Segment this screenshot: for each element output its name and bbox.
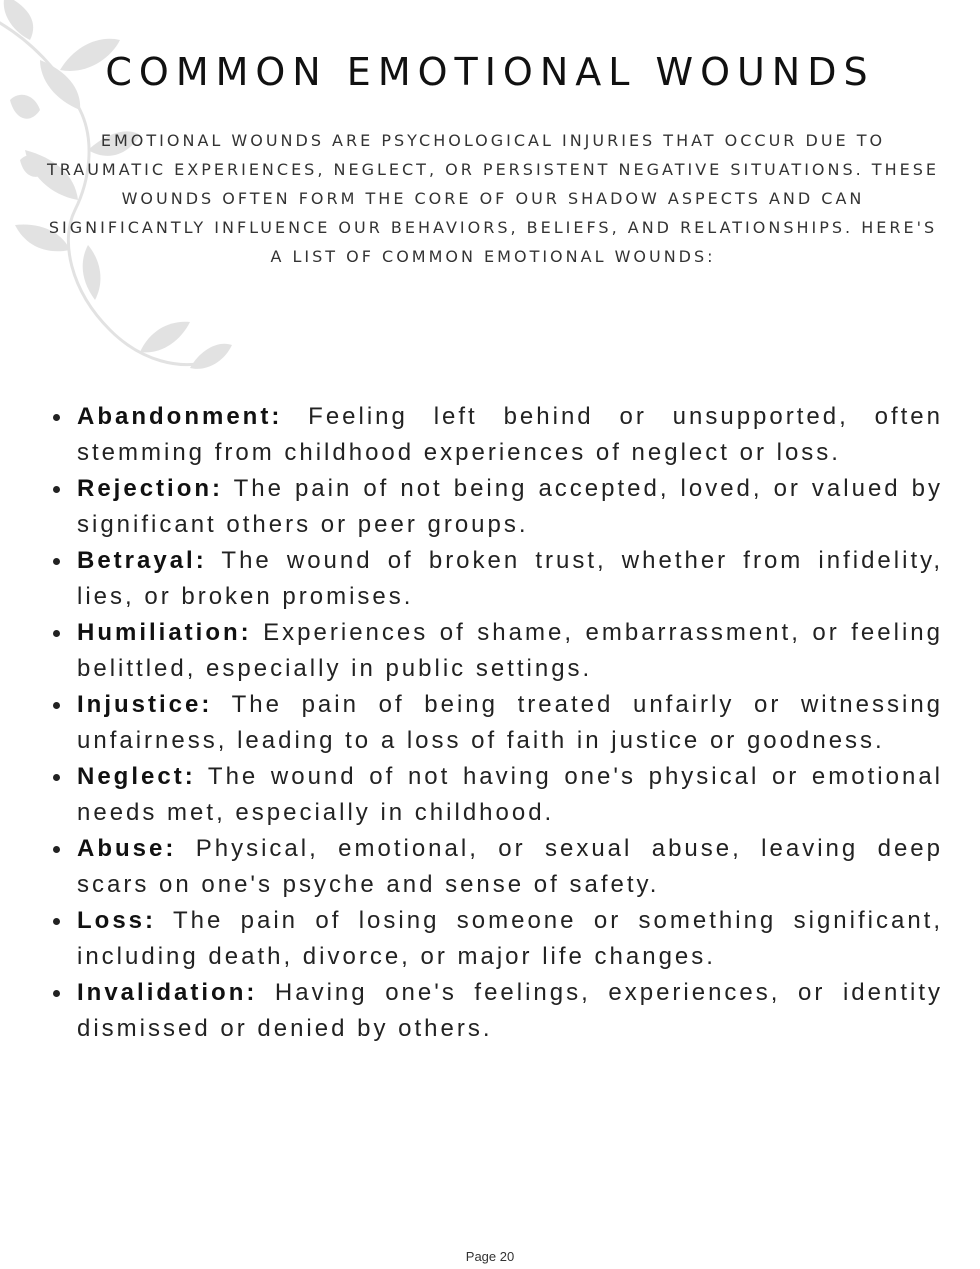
bullet-icon: [53, 918, 60, 925]
bullet-icon: [53, 558, 60, 565]
wounds-list: [47, 399, 943, 1047]
wound-description: Physical, emotional, or sexual abuse, leaving deep scars on one's psyche and sense of safety.: [77, 835, 943, 898]
wound-description: Having one's feelings, experiences, or identity dismissed or denied by others.: [77, 979, 943, 1042]
page-number: Page 20: [465, 1249, 515, 1264]
list-item-betrayal: [47, 543, 943, 615]
list-item-injustice: [47, 687, 943, 759]
wound-term: Loss:: [77, 907, 157, 934]
wound-term: Injustice:: [77, 691, 213, 718]
list-item-neglect: [47, 759, 943, 831]
wound-description: The pain of being treated unfairly or witnessing unfairness, leading to a loss of faith in justice or goodness.: [77, 691, 944, 754]
bullet-icon: [53, 414, 60, 421]
bullet-icon: [53, 774, 60, 781]
wound-description: The wound of not having one's physical or emotional needs met, especially in childhood.: [77, 763, 943, 826]
bullet-icon: [53, 702, 60, 709]
bullet-icon: [53, 630, 60, 637]
wound-description: The wound of broken trust, whether from infidelity, lies, or broken promises.: [77, 547, 943, 610]
wound-term: Abandonment:: [77, 403, 283, 430]
bullet-icon: [53, 990, 60, 997]
list-item-humiliation: [47, 615, 943, 687]
wound-term: Humiliation:: [77, 619, 252, 646]
wound-term: Betrayal:: [77, 547, 207, 574]
bullet-icon: [53, 486, 60, 493]
wound-description: The pain of not being accepted, loved, or valued by significant others or peer groups.: [77, 475, 944, 538]
intro-paragraph: EMOTIONAL WOUNDS ARE PSYCHOLOGICAL INJURIES THAT OCCUR DUE TO TRAUMATIC EXPERIENCES, NEGLECT, OR PERSISTENT NEGATIVE SITUATIONS. THESE WOUNDS OFTEN FORM THE CORE OF OUR SHADOW ASPECTS AND CAN SIGNIFICANTLY INFLUENCE OUR BEHAVIORS, BELIEFS, AND RELATIONSHIPS. HERE'S A LIST OF COMMON EMOTIONAL WOUNDS:: [47, 131, 939, 266]
wound-term: Neglect:: [77, 763, 196, 790]
wound-description: The pain of losing someone or something significant, including death, divorce, or major life changes.: [77, 907, 944, 970]
wound-description: Feeling left behind or unsupported, often stemming from childhood experiences of neglect or loss.: [77, 403, 943, 466]
wound-description: Experiences of shame, embarrassment, or feeling belittled, especially in public settings.: [77, 619, 943, 682]
list-item-abandonment: [47, 399, 943, 471]
list-item-invalidation: [47, 975, 943, 1047]
wound-term: Rejection:: [77, 475, 224, 502]
list-item-abuse: [47, 831, 943, 903]
bullet-icon: [53, 846, 60, 853]
list-item-rejection: [47, 471, 943, 543]
page-title: COMMON EMOTIONAL WOUNDS: [105, 50, 875, 94]
list-item-loss: [47, 903, 943, 975]
wound-term: Abuse:: [77, 835, 177, 862]
wound-term: Invalidation:: [77, 979, 258, 1006]
